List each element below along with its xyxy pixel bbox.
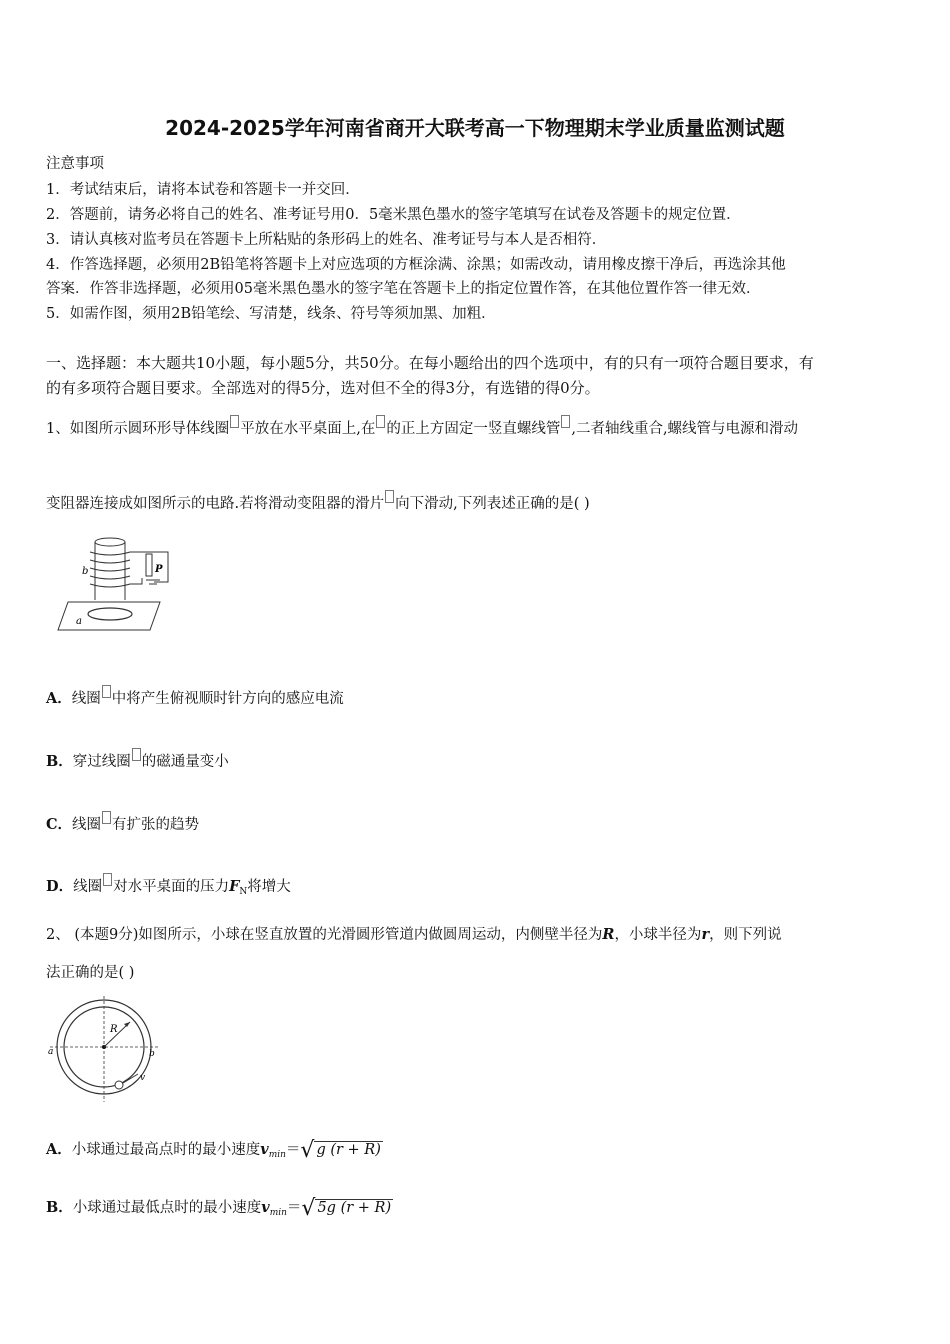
label-p: P xyxy=(155,564,163,575)
notice-item: 3．请认真核对监考员在答题卡上所粘贴的条形码上的姓名、准考证号与本人是否相符． xyxy=(46,232,607,248)
missing-glyph-icon xyxy=(376,415,385,428)
missing-glyph-icon xyxy=(102,811,111,824)
label-a: a xyxy=(48,1047,54,1057)
missing-glyph-icon xyxy=(385,490,394,503)
missing-glyph-icon xyxy=(102,685,111,698)
notice-item: 2．答题前，请务必将自己的姓名、准考证号用0．5毫米黑色墨水的签字笔填写在试卷及答题卡的规定位置． xyxy=(46,207,741,223)
label-a: a xyxy=(76,616,82,627)
notice-item: 答案．作答非选择题，必须用05毫米黑色墨水的签字笔在答题卡上的指定位置作答，在其他位置作答一律无效． xyxy=(46,281,761,297)
q1-option-a: A．线圈 中将产生俯视顺时针方向的感应电流 xyxy=(46,685,344,708)
q1-option-b: B．穿过线圈 的磁通量变小 xyxy=(46,748,229,771)
section-instruction: 的有多项符合题目要求。全部选对的得5分，选对但不全的得3分，有选错的得0分。 xyxy=(46,379,600,397)
section-instruction: 一、选择题：本大题共10小题，每小题5分，共50分。在每小题给出的四个选项中，有的只有一项符合题目要求，有 xyxy=(46,354,814,372)
label-v: v xyxy=(140,1073,146,1083)
sqrt-icon: √ xyxy=(300,1138,315,1163)
sqrt-icon: √ xyxy=(301,1196,316,1221)
question-2-stem: 2、 (本题9分)如图所示，小球在竖直放置的光滑圆形管道内做圆周运动，内侧壁半径为R，小球半径为r，则下列说 xyxy=(46,926,782,943)
q2-option-a: A．小球通过最高点时的最小速度$v_{min}=√$ g (r + R) xyxy=(46,1138,381,1163)
notice-heading: 注意事项 xyxy=(46,156,104,172)
missing-glyph-icon xyxy=(132,748,141,761)
solenoid-coil-figure xyxy=(50,532,170,634)
label-b: b xyxy=(82,566,89,577)
circular-tube-figure xyxy=(46,994,166,1104)
q1-option-c: C．线圈 有扩张的趋势 xyxy=(46,811,199,834)
question-2-stem-cont: 法正确的是( ) xyxy=(46,965,135,981)
question-1-stem-cont: 变阻器连接成如图所示的电路.若将滑动变阻器的滑片 向下滑动,下列表述正确的是( ) xyxy=(46,490,590,513)
label-R: R xyxy=(110,1024,118,1035)
q2-option-b: B．小球通过最低点时的最小速度$v_{min}=√$ 5g (r + R) xyxy=(46,1196,392,1221)
missing-glyph-icon xyxy=(230,415,239,428)
notice-item: 5．如需作图，须用2B铅笔绘、写清楚，线条、符号等须加黑、加粗． xyxy=(46,306,496,322)
notice-item: 1．考试结束后，请将本试卷和答题卡一并交回． xyxy=(46,182,360,198)
question-1-stem: 1、如图所示圆环形导体线圈 平放在水平桌面上,在 的正上方固定一竖直螺线管 ,二者轴线重合,螺线管与电源和滑动 xyxy=(46,415,798,438)
missing-glyph-icon xyxy=(561,415,570,428)
q1-option-d: D．线圈 对水平桌面的压力$F_N$将增大 xyxy=(46,873,291,897)
missing-glyph-icon xyxy=(103,873,112,886)
page-title: 2024-2025学年河南省商开大联考高一下物理期末学业质量监测试题 xyxy=(165,116,785,140)
notice-item: 4．作答选择题，必须用2B铅笔将答题卡上对应选项的方框涂满、涂黑；如需改动，请用橡皮擦干净后，再选涂其他 xyxy=(46,257,786,273)
label-b: b xyxy=(149,1049,155,1059)
